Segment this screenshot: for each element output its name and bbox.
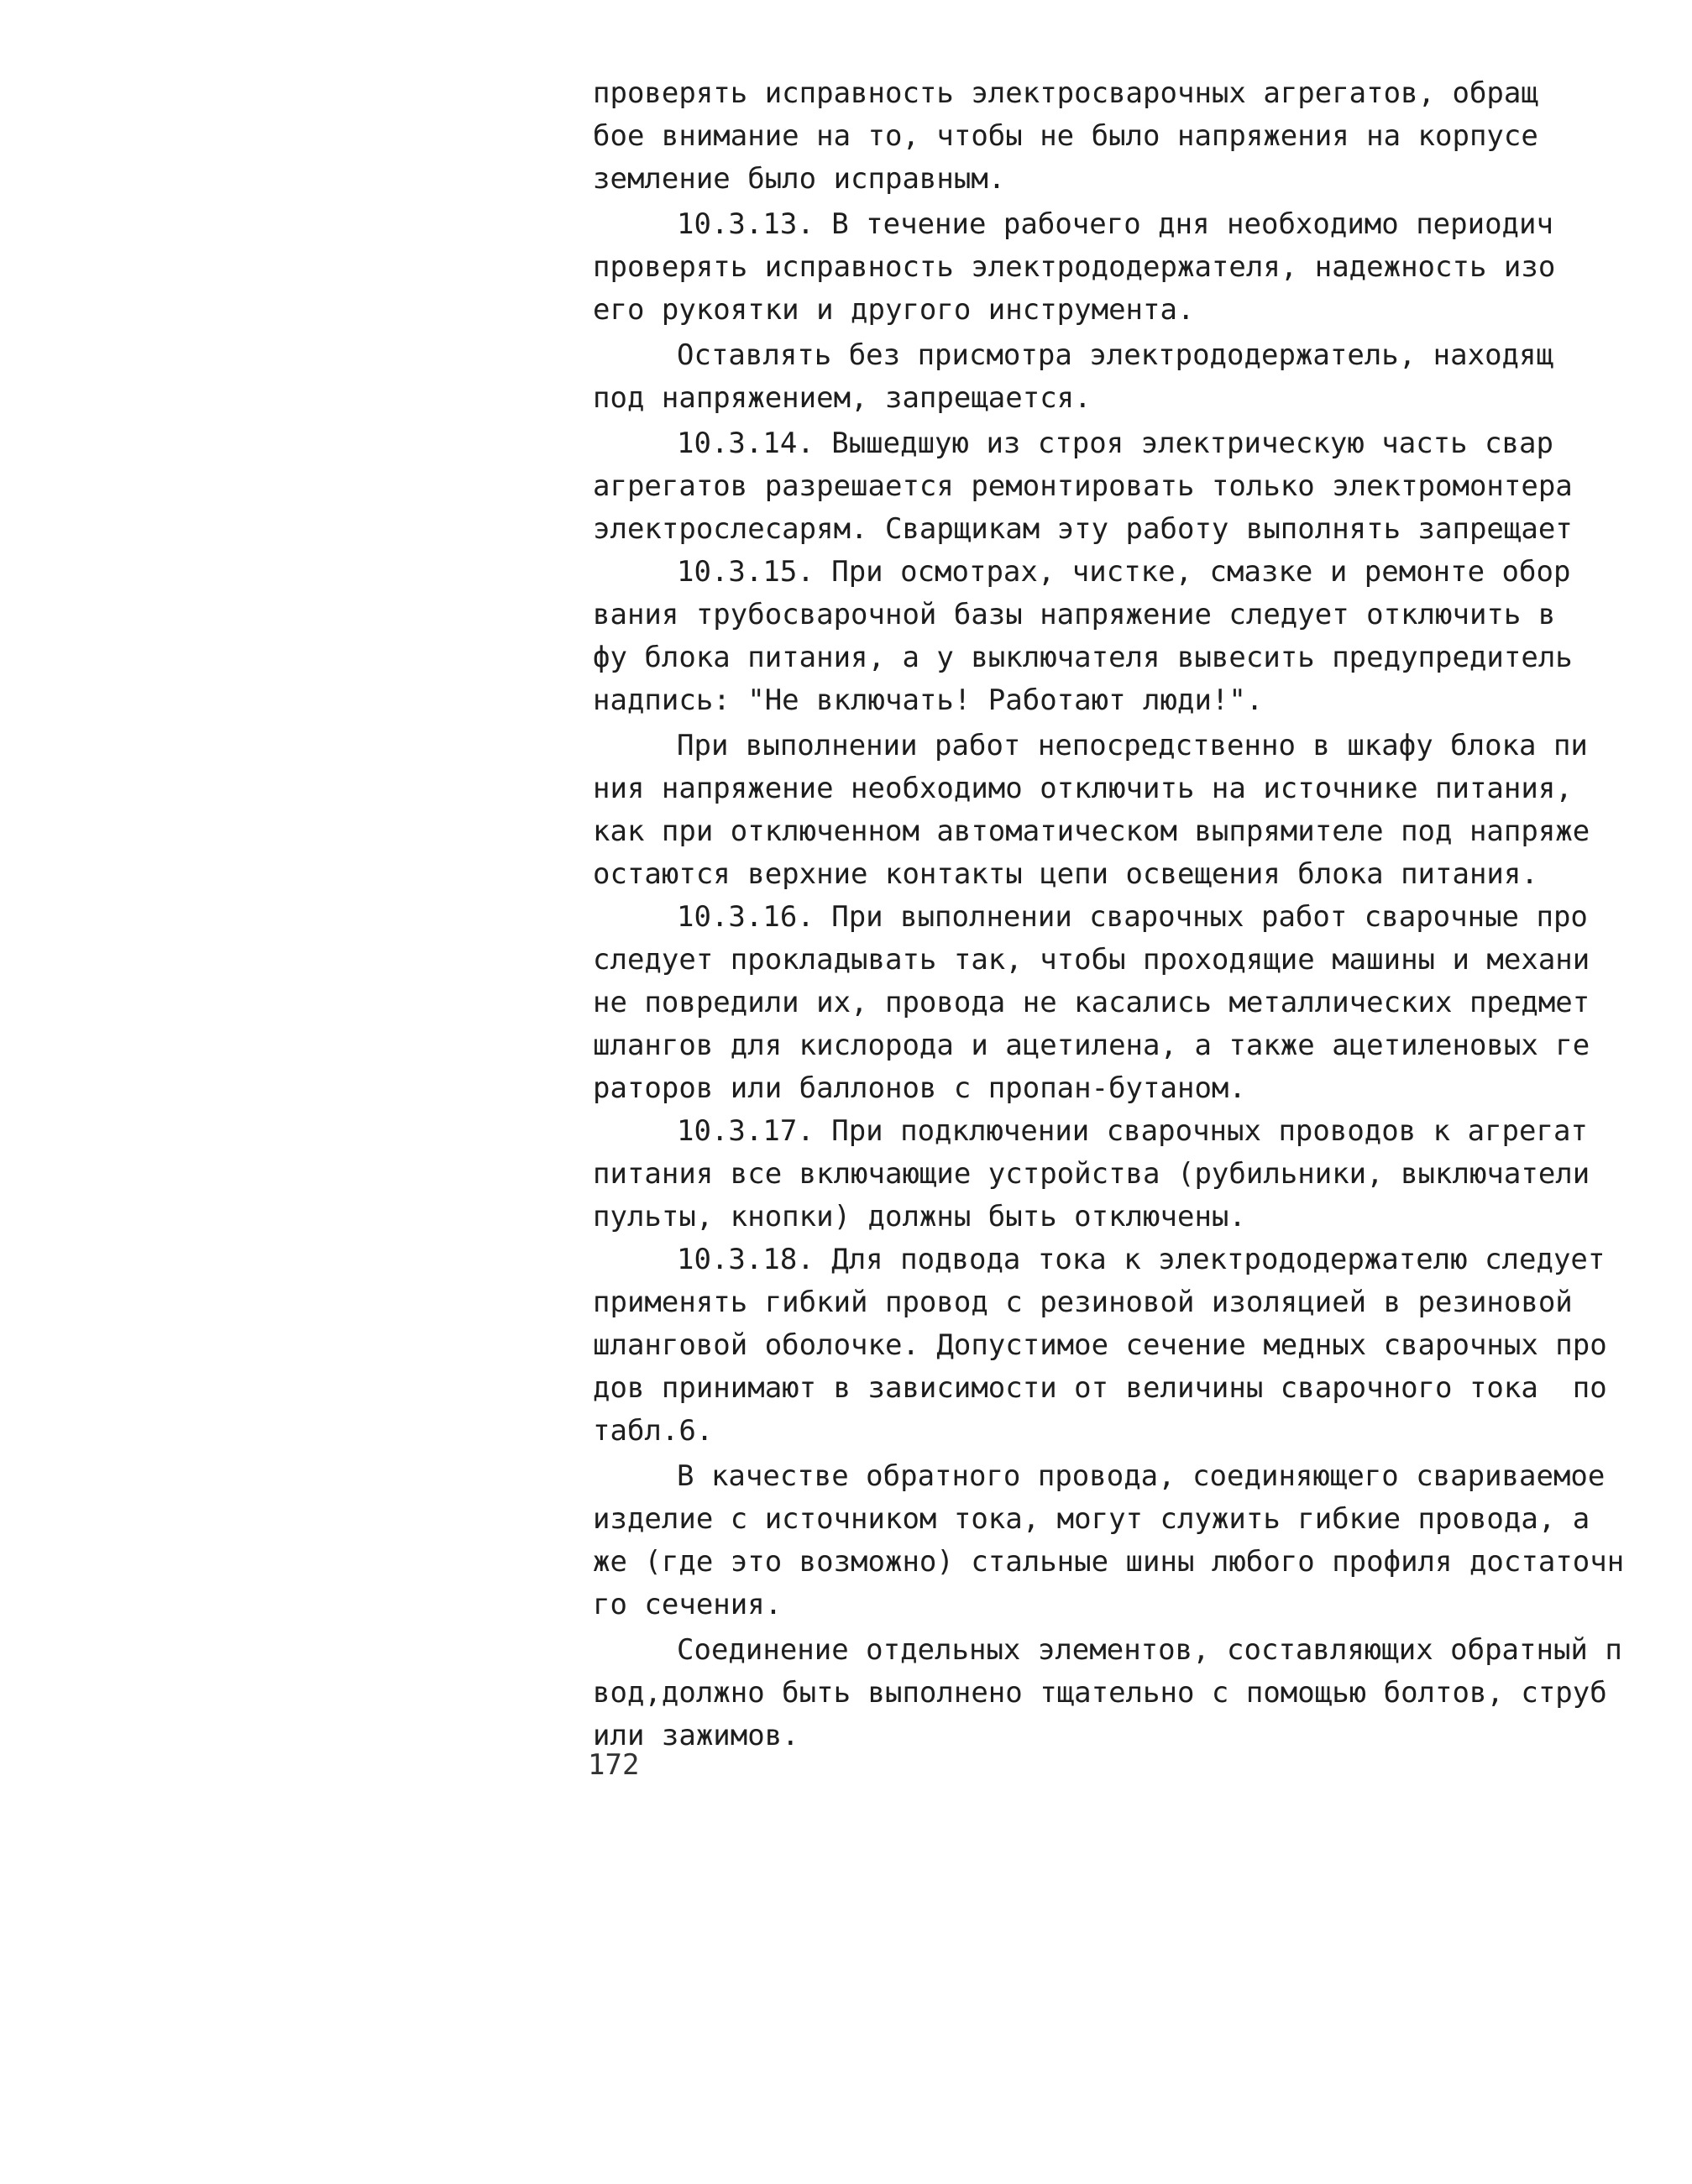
text-line: проверять исправность электросварочных агрегатов, обращ [593, 76, 1538, 110]
text-line: вод,должно быть выполнено тщательно с помощью болтов, струб [593, 1676, 1607, 1710]
text-line: пульты, кнопки) должны быть отключены. [593, 1200, 1246, 1233]
text-line: его рукоятки и другого инструмента. [593, 293, 1195, 327]
text-line: шлангов для кислорода и ацетилена, а также ацетиленовых ге [593, 1029, 1590, 1062]
text-line: под напряжением, запрещается. [593, 381, 1092, 415]
text-line: как при отключенном автоматическом выпрямителе под напряже [593, 814, 1590, 848]
text-line: При выполнении работ непосредственно в шкафу блока пи [677, 729, 1588, 762]
text-line: ния напряжение необходимо отключить на источнике питания, [593, 772, 1573, 805]
text-line: изделие с источником тока, могут служить гибкие провода, а [593, 1502, 1590, 1536]
text-line: земление было исправным. [593, 162, 1006, 196]
text-line: применять гибкий провод с резиновой изоляцией в резиновой [593, 1286, 1573, 1319]
text-line: 10.3.15. При осмотрах, чистке, смазке и ремонте обор [677, 555, 1571, 589]
text-line: или зажимов. [593, 1719, 799, 1752]
text-line: не повредили их, провода не касались металлических предмет [593, 986, 1590, 1019]
text-line: фу блока питания, а у выключателя вывесить предупредитель [593, 641, 1573, 674]
text-line: агрегатов разрешается ремонтировать только электромонтера [593, 469, 1573, 503]
text-line: го сечения. [593, 1588, 783, 1621]
text-line: 10.3.16. При выполнении сварочных работ сварочные про [677, 900, 1588, 934]
text-line: дов принимают в зависимости от величины сварочного тока по [593, 1371, 1607, 1405]
text-line: 10.3.13. В течение рабочего дня необходимо периодич [677, 207, 1553, 241]
text-line: же (где это возможно) стальные шины любого профиля достаточн [593, 1545, 1625, 1579]
document-body [593, 72, 1676, 1757]
text-line: вания трубосварочной базы напряжение следует отключить в [593, 598, 1556, 631]
text-line: раторов или баллонов с пропан-бутаном. [593, 1071, 1246, 1105]
page-number: 172 [588, 1748, 640, 1782]
text-line: электрослесарям. Сварщикам эту работу выполнять запрещает [593, 512, 1573, 546]
text-line: питания все включающие устройства (рубильники, выключатели [593, 1157, 1590, 1191]
text-line: бое внимание на то, чтобы не было напряжения на корпусе [593, 119, 1538, 153]
text-line: 10.3.14. Вышедшую из строя электрическую часть свар [677, 427, 1553, 460]
text-line: шланговой оболочке. Допустимое сечение медных сварочных про [593, 1328, 1607, 1362]
text-line: следует прокладывать так, чтобы проходящие машины и механи [593, 943, 1590, 977]
text-line: Соединение отдельных элементов, составляющих обратный п [677, 1633, 1622, 1667]
text-line: надпись: "Не включать! Работают люди!". [593, 683, 1264, 717]
text-line: Оставлять без присмотра электрододержатель, находящ [677, 338, 1553, 372]
text-line: проверять исправность электрододержателя, надежность изо [593, 250, 1556, 284]
text-line: табл.6. [593, 1414, 714, 1448]
text-line: 10.3.17. При подключении сварочных проводов к агрегат [677, 1114, 1588, 1148]
text-line: 10.3.18. Для подвода тока к электрододержателю следует [677, 1243, 1606, 1276]
text-line: В качестве обратного провода, соединяющего свариваемое [677, 1459, 1606, 1493]
text-line: остаются верхние контакты цепи освещения блока питания. [593, 857, 1538, 891]
